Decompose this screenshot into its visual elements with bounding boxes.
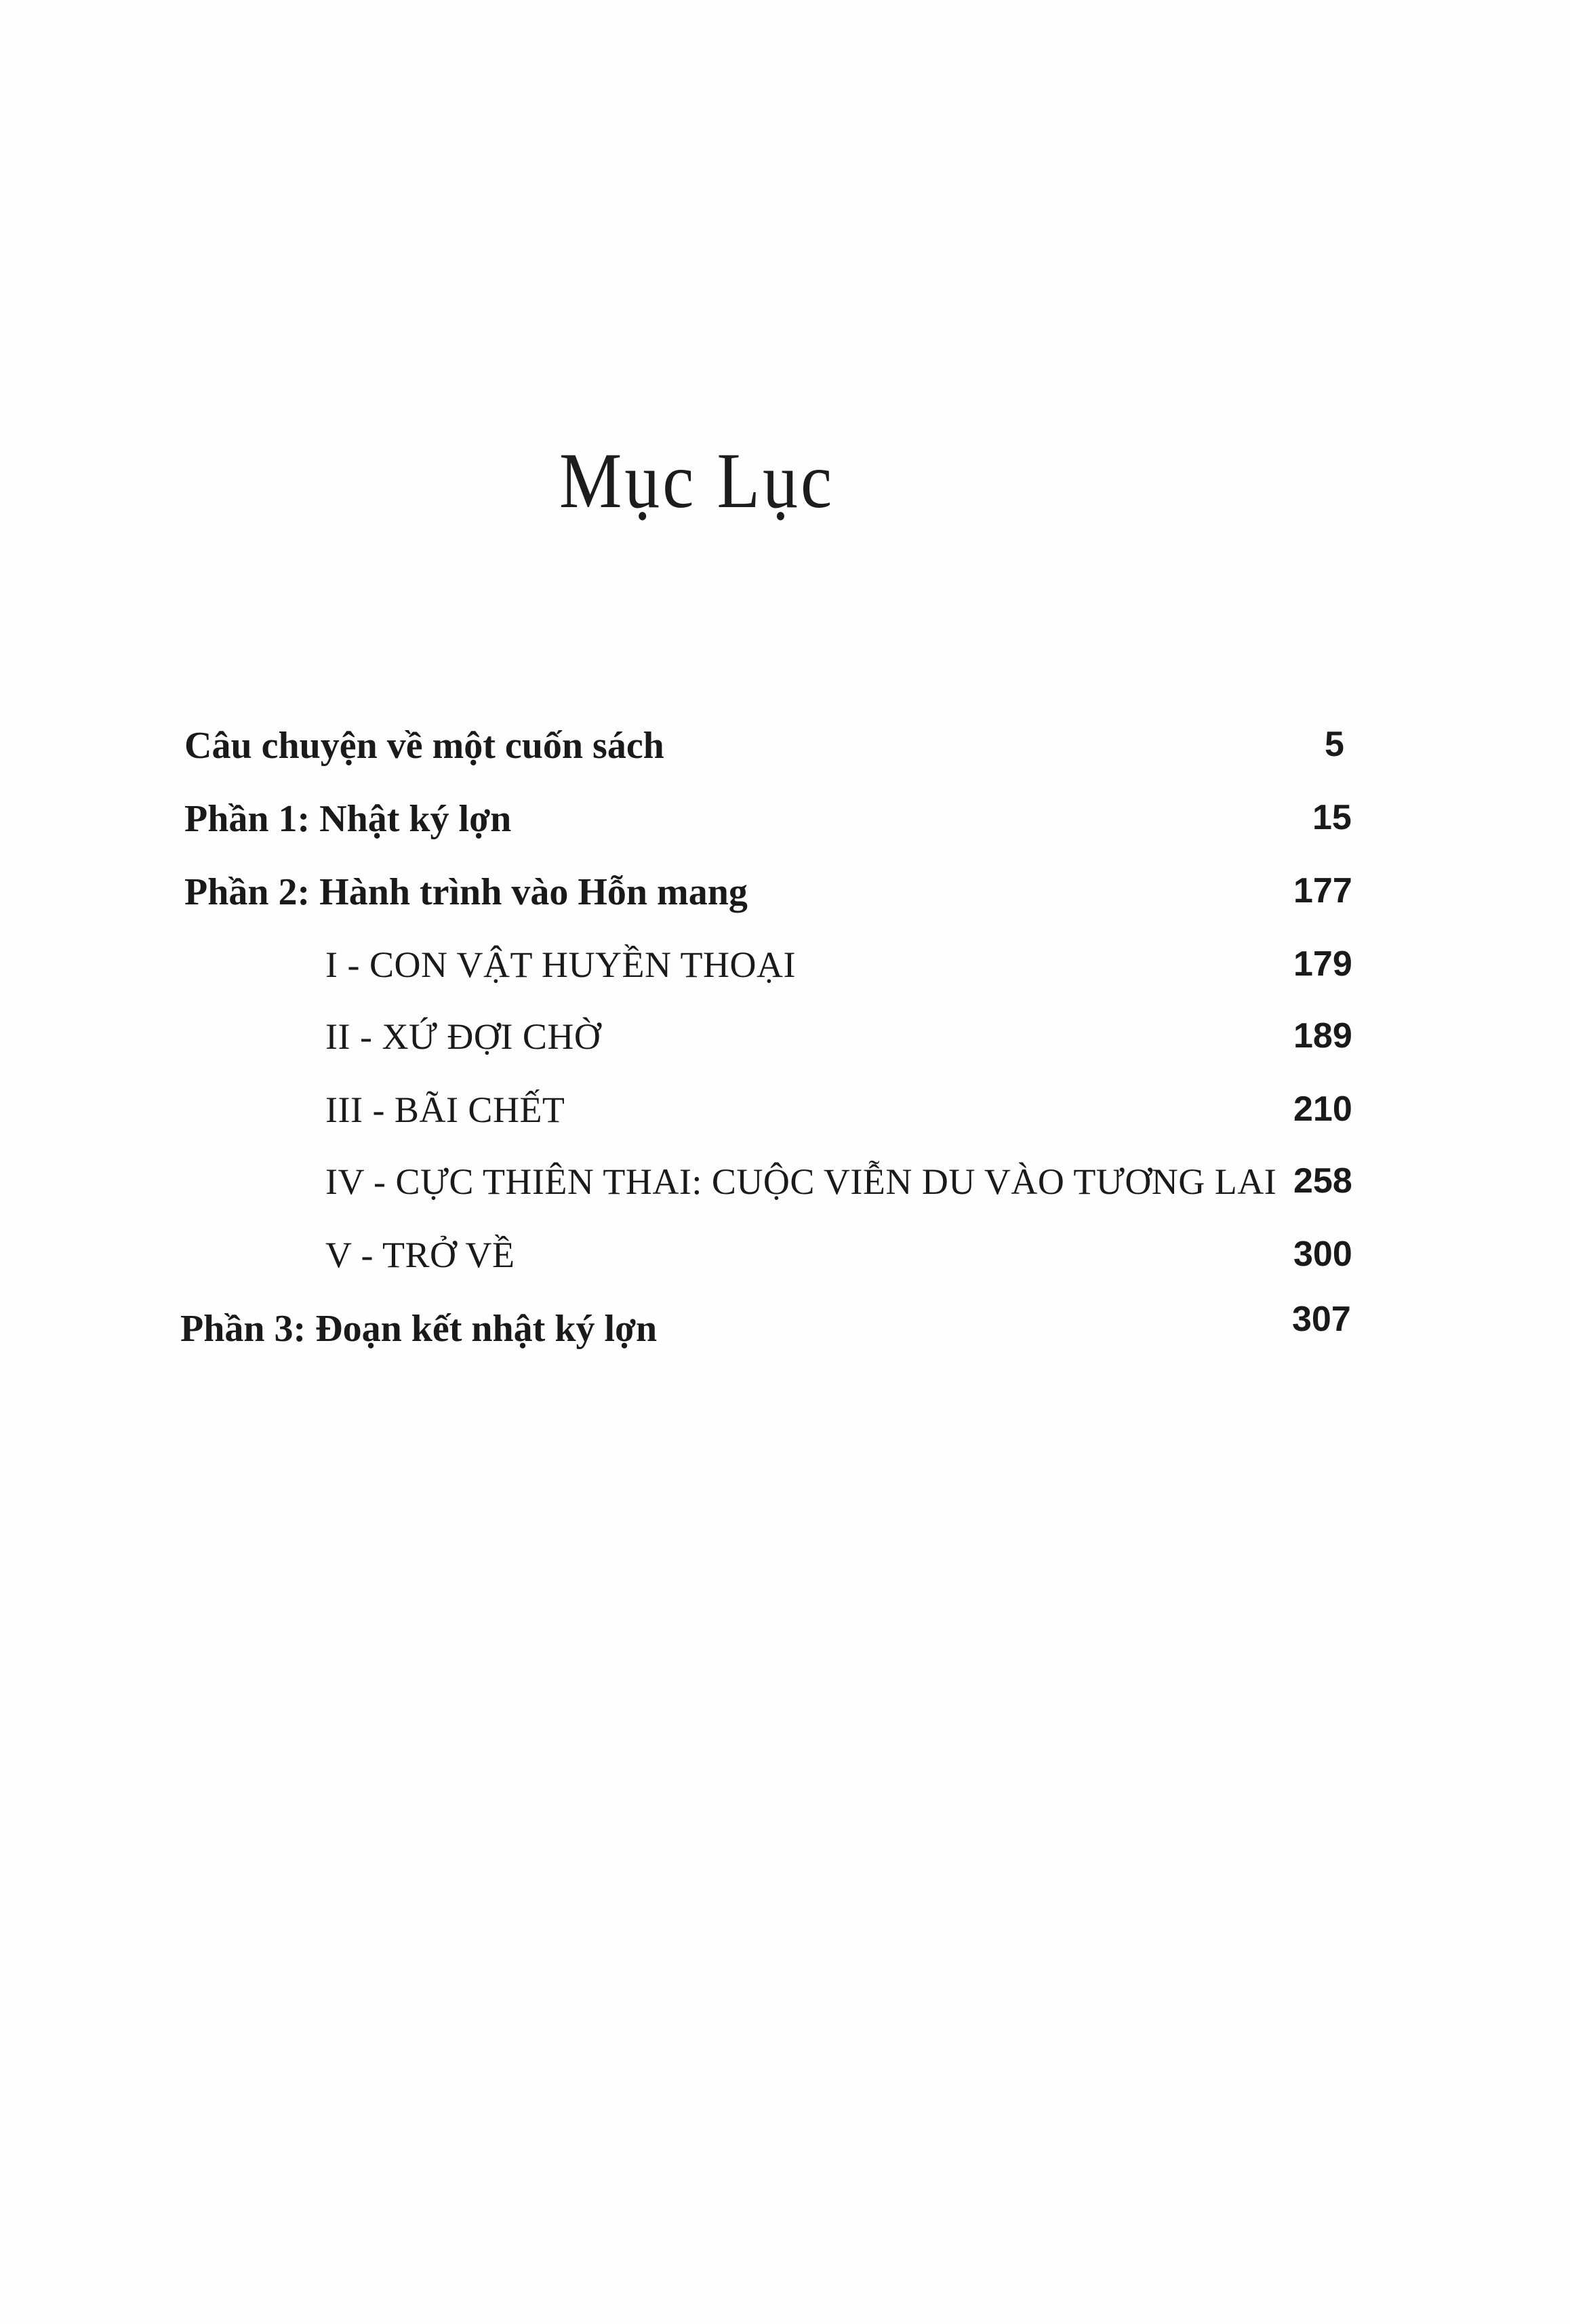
toc-entry-label: Phần 3: Đoạn kết nhật ký lợn — [180, 1308, 658, 1350]
toc-entry-label: III - BÃI CHẾT — [325, 1089, 565, 1130]
toc-entry-page-number: 177 — [1293, 871, 1352, 910]
toc-entry-page-number: 5 — [1325, 725, 1344, 764]
toc-entry-label: Phần 2: Hành trình vào Hỗn mang — [184, 871, 748, 913]
toc-entry-label: IV - CỰC THIÊN THAI: CUỘC VIỄN DU VÀO TƯƠNG LAI — [325, 1161, 1277, 1202]
toc-entry-page-number: 15 — [1312, 798, 1352, 837]
toc-entry-page-number: 307 — [1292, 1300, 1351, 1339]
toc-entry-label: II - XỨ ĐỢI CHỜ — [325, 1016, 601, 1057]
toc-entry-page-number: 189 — [1293, 1016, 1352, 1056]
toc-entry-page-number: 300 — [1293, 1235, 1352, 1274]
toc-entry-page-number: 258 — [1293, 1161, 1352, 1201]
toc-entry-label: Phần 1: Nhật ký lợn — [184, 798, 512, 840]
toc-entry-label: V - TRỞ VỀ — [325, 1235, 515, 1275]
toc-entry-label: I - CON VẬT HUYỀN THOẠI — [325, 944, 796, 985]
toc-entry-page-number: 210 — [1293, 1089, 1352, 1129]
toc-entry-page-number: 179 — [1293, 944, 1352, 984]
toc-entry-label: Câu chuyện về một cuốn sách — [184, 725, 664, 767]
page-title: Mục Lục — [559, 437, 835, 525]
